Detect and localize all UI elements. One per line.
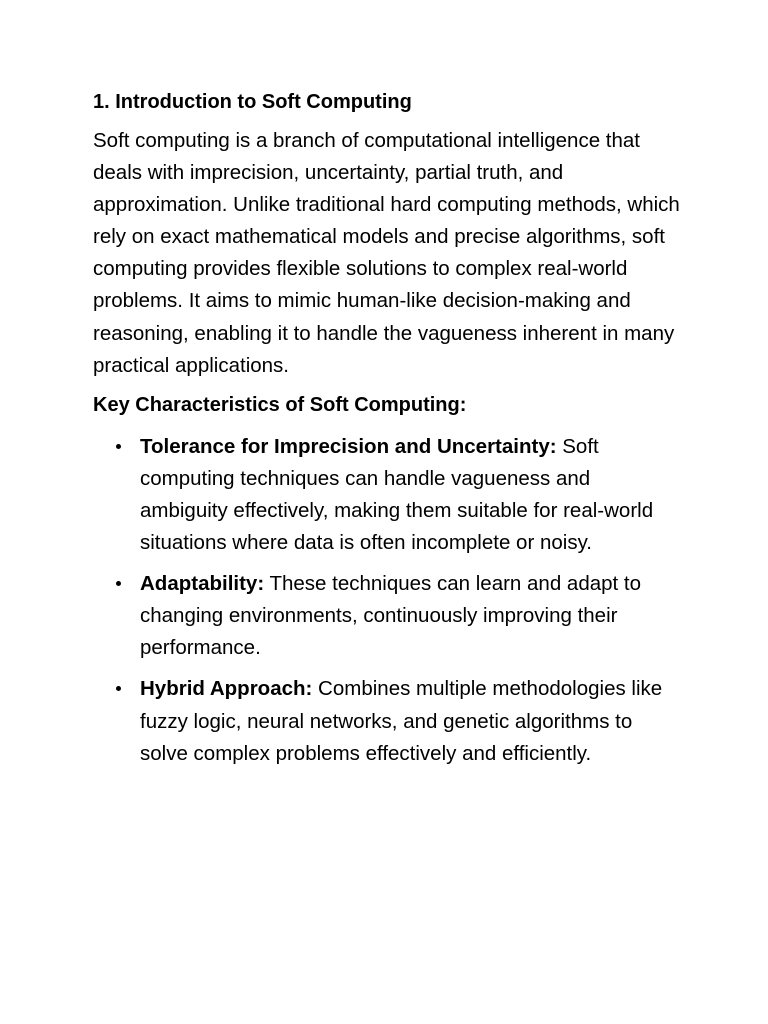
list-item [93,431,683,559]
characteristics-list [93,431,683,770]
bullet-icon [116,581,121,586]
bullet-icon [116,686,121,691]
characteristics-subheading: Key Characteristics of Soft Computing: [93,393,467,416]
bullet-term: Tolerance for Imprecision and Uncertainty: [140,434,557,458]
list-item [93,568,683,664]
document-body [93,86,683,779]
bullet-text: Soft computing techniques can handle vagueness and ambiguity effectively, making them suitable for real-world situations where data is often incomplete or noisy. [140,434,654,555]
bullet-icon [116,444,121,449]
intro-paragraph: Soft computing is a branch of computational intelligence that deals with imprecision, uncertainty, partial truth, and approximation. Unlike traditional hard computing methods, which rely on exact mathematical models and precise algorithms, soft computing provides flexible solutions to complex real-world problems. It aims to mimic human-like decision-making and reasoning, enabling it to handle the vagueness inherent in many practical applications. [93,129,680,377]
bullet-text: These techniques can learn and adapt to changing environments, continuously improving their performance. [140,572,642,660]
section-heading: 1. Introduction to Soft Computing [93,91,412,113]
bullet-term: Adaptability: [140,572,265,596]
list-item [93,673,683,769]
bullet-term: Hybrid Approach: [140,677,313,701]
bullet-text: Combines multiple methodologies like fuzzy logic, neural networks, and genetic algorithms to solve complex problems effectively and efficiently. [140,677,663,765]
